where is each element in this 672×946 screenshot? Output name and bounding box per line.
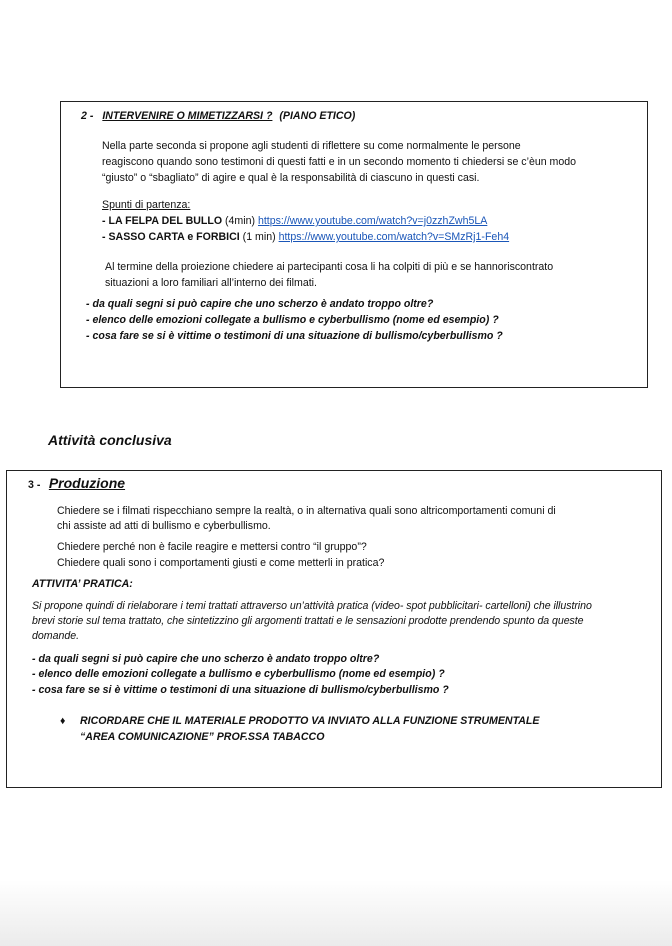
section-3-question-1: - da quali segni si può capire che uno scherzo è andato troppo oltre? [32, 653, 380, 665]
video-2-row [102, 229, 509, 246]
video-2-link[interactable]: https://www.youtube.com/watch?v=SMzRj1-Feh4 [278, 231, 510, 243]
section-2-question-2: - elenco delle emozioni collegate a bullismo e cyberbullismo (nome ed esempio) ? [86, 314, 499, 326]
section-2-subtitle: (PIANO ETICO) [279, 110, 356, 122]
pratica-line-1: Si propone quindi di rielaborare i temi trattati attraverso un’attività pratica (video- spot pubblicitari- cartelloni) che illustrino [32, 600, 592, 612]
section-3-title: Produzione [48, 475, 126, 491]
section-2-intro-line-2: reagiscono quando sono testimoni di questi fatti e in un secondo momento ti chiedersi se c’èun modo [102, 156, 577, 168]
section-3-para2-line-2: Chiedere quali sono i comportamenti giusti e come metterli in pratica? [57, 557, 385, 569]
video-1-row [102, 213, 487, 230]
conclusive-heading: Attività conclusiva [48, 432, 172, 448]
video-1-duration: (4min) [222, 215, 258, 227]
pratica-line-3: domande. [32, 630, 80, 642]
spunti-label: Spunti di partenza: [102, 199, 191, 211]
section-2-intro-line-3: “giusto” o “sbagliato” di agire e qual è la responsabilità di ciascuno in questi casi. [102, 172, 480, 184]
section-2-number: 2 - [81, 110, 94, 122]
section-2-closing-line-1: Al termine della proiezione chiedere ai partecipanti cosa li ha colpiti di più e se hannoriscontrato [105, 261, 554, 273]
video-2-duration: (1 min) [239, 231, 279, 243]
reminder-line-2: “AREA COMUNICAZIONE” PROF.SSA TABACCO [80, 731, 325, 743]
reminder-line-1: RICORDARE CHE IL MATERIALE PRODOTTO VA INVIATO ALLA FUNZIONE STRUMENTALE [80, 715, 540, 727]
section-2-title: INTERVENIRE O MIMETIZZARSI ? [102, 110, 273, 122]
section-2-intro-line-1: Nella parte seconda si propone agli studenti di riflettere su come normalmente le persone [102, 140, 521, 152]
section-3-para2-line-1: Chiedere perché non è facile reagire e mettersi contro “il gruppo”? [57, 541, 367, 553]
section-2-heading [81, 108, 355, 125]
section-3-number: 3 - [28, 479, 41, 491]
pratica-heading: ATTIVITA’ PRATICA: [32, 578, 133, 590]
section-3-question-2: - elenco delle emozioni collegate a bullismo e cyberbullismo (nome ed esempio) ? [32, 668, 445, 680]
page-bottom-shade [0, 880, 672, 946]
diamond-bullet-icon: ♦ [60, 715, 66, 727]
section-2-question-1: - da quali segni si può capire che uno scherzo è andato troppo oltre? [86, 298, 434, 310]
pratica-line-2: brevi storie sul tema trattato, che sintetizzino gli argomenti trattati e le sensazioni prodotte prendendo spunto da queste [32, 615, 584, 627]
section-2-closing-line-2: situazioni a loro familiari all’interno dei filmati. [105, 277, 317, 289]
section-3-para1-line-1: Chiedere se i filmati rispecchiano sempre la realtà, o in alternativa quali sono altricomportamenti comuni di [57, 505, 556, 517]
video-1-link[interactable]: https://www.youtube.com/watch?v=j0zzhZwh5LA [257, 215, 488, 227]
section-2-question-3: - cosa fare se si è vittime o testimoni di una situazione di bullismo/cyberbullismo ? [86, 330, 503, 342]
video-2-title: - SASSO CARTA e FORBICI [102, 231, 240, 243]
video-1-title: - LA FELPA DEL BULLO [102, 215, 223, 227]
section-3-heading [28, 475, 125, 494]
section-3-question-3: - cosa fare se si è vittime o testimoni di una situazione di bullismo/cyberbullismo ? [32, 684, 449, 696]
section-3-para1-line-2: chi assiste ad atti di bullismo e cyberbullismo. [57, 520, 271, 532]
